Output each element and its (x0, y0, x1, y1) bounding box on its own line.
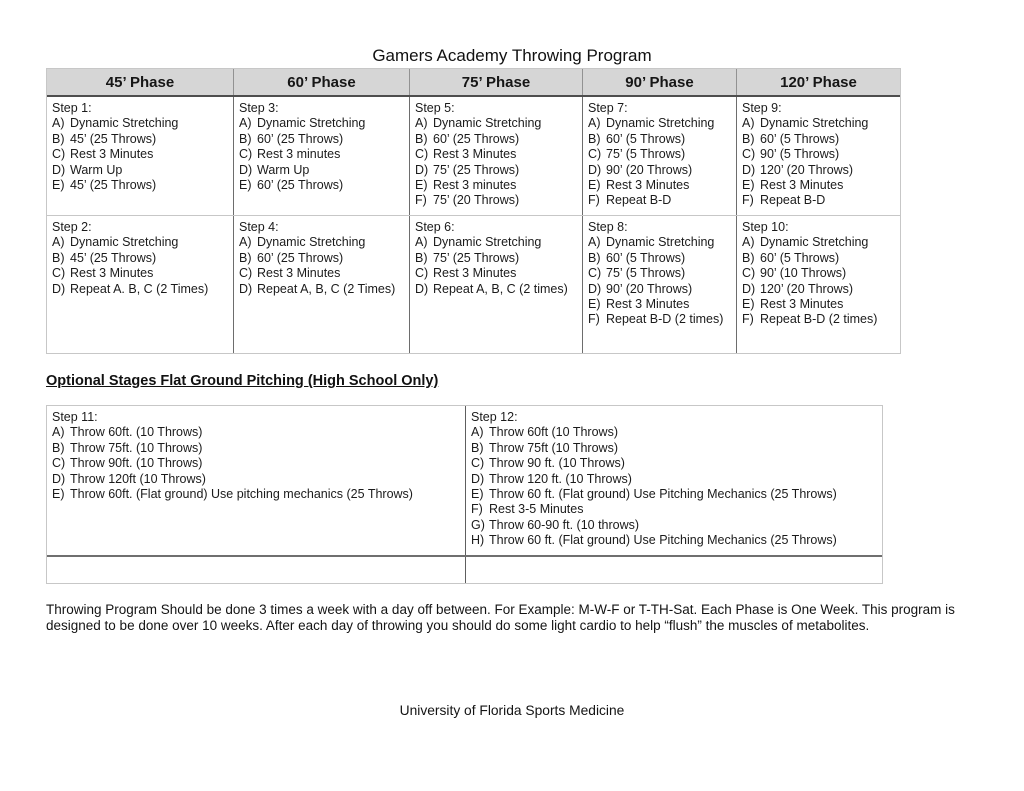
item-text: Repeat A, B, C (2 Times) (257, 281, 396, 296)
item-letter: C) (588, 147, 602, 162)
item-letter: B) (239, 250, 252, 265)
item-text: Rest 3 Minutes (760, 178, 844, 193)
item-text: Throw 75ft. (10 Throws) (70, 440, 203, 455)
step-label: Step 12: (471, 410, 518, 424)
step-item (588, 297, 733, 312)
step-item (742, 116, 897, 131)
step-item (52, 487, 459, 502)
item-letter: B) (239, 131, 252, 146)
item-letter: B) (415, 131, 428, 146)
item-letter: A) (239, 235, 252, 250)
step-item (239, 147, 406, 162)
item-text: Rest 3 Minutes (433, 147, 517, 162)
item-letter: C) (52, 266, 66, 281)
item-letter: B) (588, 131, 601, 146)
step-item (52, 472, 459, 487)
empty-cell-left (47, 557, 466, 583)
item-letter: F) (415, 193, 427, 208)
item-letter: D) (588, 281, 602, 296)
step-item (415, 132, 579, 147)
step-item (742, 312, 897, 327)
step-item (52, 116, 230, 131)
item-text: Rest 3 minutes (433, 178, 517, 193)
step-label: Step 10: (742, 220, 789, 234)
item-text: 45’ (25 Throws) (70, 131, 157, 146)
item-letter: A) (52, 235, 65, 250)
step-item (239, 235, 406, 250)
step-item (52, 147, 230, 162)
item-text: Rest 3 Minutes (606, 297, 690, 312)
item-letter: D) (239, 162, 253, 177)
step-item (742, 147, 897, 162)
item-text: Throw 120 ft. (10 Throws) (489, 471, 632, 486)
step-item (471, 502, 876, 517)
step-cell-10 (737, 216, 900, 353)
item-letter: B) (742, 131, 755, 146)
step-item (588, 282, 733, 297)
item-text: 90’ (20 Throws) (606, 281, 693, 296)
item-text: Rest 3-5 Minutes (489, 502, 584, 517)
item-letter: A) (588, 235, 601, 250)
step-item (415, 147, 579, 162)
item-text: Throw 60 ft. (Flat ground) Use Pitching Mechanics (25 Throws) (489, 487, 837, 502)
item-text: Rest 3 minutes (257, 147, 341, 162)
item-letter: A) (52, 116, 65, 131)
item-text: 120’ (20 Throws) (760, 162, 854, 177)
step-item (239, 251, 406, 266)
item-letter: E) (742, 178, 755, 193)
item-letter: F) (471, 502, 483, 517)
item-letter: D) (239, 281, 253, 296)
step-cell-5 (410, 97, 583, 215)
step-item (588, 163, 733, 178)
step-item (239, 282, 406, 297)
item-letter: D) (471, 471, 485, 486)
step-item (415, 282, 579, 297)
step-item (239, 266, 406, 281)
step-item (588, 147, 733, 162)
item-text: Repeat A, B, C (2 times) (433, 281, 568, 296)
step-label: Step 9: (742, 101, 782, 115)
item-text: Repeat B-D (2 times) (606, 312, 724, 327)
item-text: 60’ (25 Throws) (257, 178, 344, 193)
item-letter: C) (415, 147, 429, 162)
step-item (588, 132, 733, 147)
step-items (239, 235, 406, 297)
item-text: 60’ (5 Throws) (606, 250, 686, 265)
item-text: Dynamic Stretching (760, 235, 869, 250)
column-header-120: 120’ Phase (780, 74, 857, 91)
step-items (415, 116, 579, 208)
item-text: Dynamic Stretching (257, 235, 366, 250)
item-text: 45’ (25 Throws) (70, 250, 157, 265)
item-letter: A) (588, 116, 601, 131)
item-letter: D) (52, 471, 66, 486)
step-items (52, 116, 230, 193)
optional-table-empty-row (47, 557, 882, 583)
step-item (742, 163, 897, 178)
step-item (588, 235, 733, 250)
item-letter: B) (471, 440, 484, 455)
step-item (239, 178, 406, 193)
step-items (52, 425, 459, 502)
step-item (742, 193, 897, 208)
column-header-90: 90’ Phase (583, 69, 737, 95)
item-letter: F) (588, 193, 600, 208)
step-items (471, 425, 876, 548)
item-text: Repeat B-D (606, 193, 672, 208)
item-text: Repeat B-D (760, 193, 826, 208)
phase-table-row-2 (47, 216, 900, 353)
step-item (742, 235, 897, 250)
item-letter: D) (742, 162, 756, 177)
step-cell-3 (234, 97, 410, 215)
item-letter: C) (52, 147, 66, 162)
item-text: Rest 3 Minutes (70, 266, 154, 281)
step-item (471, 472, 876, 487)
item-letter: B) (415, 250, 428, 265)
item-letter: C) (471, 456, 485, 471)
step-item (415, 266, 579, 281)
item-letter: A) (52, 425, 65, 440)
item-letter: E) (471, 487, 484, 502)
column-header-75: 75’ Phase (410, 69, 583, 95)
step-item (52, 178, 230, 193)
item-text: Rest 3 Minutes (760, 297, 844, 312)
item-text: Dynamic Stretching (606, 235, 715, 250)
step-label: Step 8: (588, 220, 628, 234)
step-item (471, 441, 876, 456)
step-item (415, 235, 579, 250)
item-text: 60’ (5 Throws) (760, 131, 840, 146)
item-letter: F) (588, 312, 600, 327)
item-text: Dynamic Stretching (70, 116, 179, 131)
step-item (742, 178, 897, 193)
item-text: 60’ (25 Throws) (433, 131, 520, 146)
column-header-45: 45’ Phase (47, 69, 234, 95)
step-item (471, 456, 876, 471)
item-text: 60’ (25 Throws) (257, 131, 344, 146)
step-item (415, 163, 579, 178)
item-letter: C) (239, 266, 253, 281)
item-letter: D) (415, 162, 429, 177)
item-text: 60’ (25 Throws) (257, 250, 344, 265)
item-text: 75’ (25 Throws) (433, 162, 520, 177)
step-item (52, 235, 230, 250)
footer-text: University of Florida Sports Medicine (399, 702, 625, 718)
step-item (742, 282, 897, 297)
step-item (742, 266, 897, 281)
step-cell-2 (47, 216, 234, 353)
step-item (239, 163, 406, 178)
step-cell-7 (583, 97, 737, 215)
item-text: Rest 3 Minutes (257, 266, 341, 281)
phase-table (46, 68, 901, 354)
step-items (415, 235, 579, 297)
item-letter: E) (415, 178, 428, 193)
item-letter: D) (742, 281, 756, 296)
item-text: Throw 60ft. (Flat ground) Use pitching mechanics (25 Throws) (70, 487, 413, 502)
item-letter: G) (471, 517, 485, 532)
item-text: Dynamic Stretching (70, 235, 179, 250)
step-label: Step 2: (52, 220, 92, 234)
step-item (588, 312, 733, 327)
step-cell-11 (47, 406, 466, 555)
item-text: Dynamic Stretching (760, 116, 869, 131)
step-item (415, 116, 579, 131)
item-text: 75’ (5 Throws) (606, 266, 686, 281)
item-text: 120’ (20 Throws) (760, 281, 854, 296)
step-item (52, 163, 230, 178)
item-letter: H) (471, 533, 485, 548)
step-item (52, 251, 230, 266)
item-text: 90’ (5 Throws) (760, 147, 840, 162)
step-item (415, 251, 579, 266)
optional-section-heading: Optional Stages Flat Ground Pitching (High School Only) (46, 373, 439, 389)
step-items (588, 235, 733, 327)
item-text: Throw 60 ft. (Flat ground) Use Pitching Mechanics (25 Throws) (489, 533, 837, 548)
item-text: 60’ (5 Throws) (760, 250, 840, 265)
step-cell-6 (410, 216, 583, 353)
item-text: Throw 60ft (10 Throws) (489, 425, 618, 440)
step-item (52, 282, 230, 297)
step-label: Step 3: (239, 101, 279, 115)
program-notes: Throwing Program Should be done 3 times a week with a day off between. For Example: M-W-F or T-TH-Sat. Each Phase is One Week. This program is designed to be done over 10 weeks. After each day of throwing you should do some light cardio to help “flush” the muscles of metabolites. (46, 602, 955, 633)
step-label: Step 5: (415, 101, 455, 115)
step-items (588, 116, 733, 208)
item-text: 75’ (25 Throws) (433, 250, 520, 265)
item-letter: A) (415, 116, 428, 131)
step-cell-1 (47, 97, 234, 215)
step-cell-8 (583, 216, 737, 353)
item-text: 75’ (5 Throws) (606, 147, 686, 162)
step-item (52, 441, 459, 456)
item-text: 90’ (20 Throws) (606, 162, 693, 177)
item-letter: E) (588, 297, 601, 312)
item-text: Repeat B-D (2 times) (760, 312, 878, 327)
step-item (588, 193, 733, 208)
item-text: Rest 3 Minutes (606, 178, 690, 193)
item-text: 75’ (20 Throws) (433, 193, 520, 208)
item-letter: C) (588, 266, 602, 281)
item-letter: C) (742, 147, 756, 162)
step-items (52, 235, 230, 297)
item-text: 45’ (25 Throws) (70, 178, 157, 193)
step-items (239, 116, 406, 193)
item-letter: B) (52, 250, 65, 265)
step-item (239, 132, 406, 147)
step-item (588, 251, 733, 266)
step-item (415, 193, 579, 208)
item-text: Repeat A. B, C (2 Times) (70, 281, 209, 296)
item-letter: A) (471, 425, 484, 440)
item-letter: C) (415, 266, 429, 281)
step-item (52, 425, 459, 440)
item-letter: C) (52, 456, 66, 471)
item-text: Dynamic Stretching (606, 116, 715, 131)
step-item (588, 266, 733, 281)
item-letter: F) (742, 193, 754, 208)
item-letter: E) (52, 487, 65, 502)
item-letter: C) (742, 266, 756, 281)
step-item (52, 266, 230, 281)
item-letter: E) (742, 297, 755, 312)
step-label: Step 1: (52, 101, 92, 115)
item-letter: D) (52, 281, 66, 296)
item-text: Warm Up (70, 162, 123, 177)
item-letter: C) (239, 147, 253, 162)
step-item (471, 533, 876, 548)
item-text: Throw 90ft. (10 Throws) (70, 456, 203, 471)
empty-cell-right (466, 557, 882, 583)
item-letter: D) (415, 281, 429, 296)
item-letter: A) (415, 235, 428, 250)
item-letter: B) (52, 131, 65, 146)
item-text: Warm Up (257, 162, 310, 177)
step-items (742, 116, 897, 208)
step-item (588, 116, 733, 131)
step-item (52, 456, 459, 471)
step-item (588, 178, 733, 193)
step-label: Step 4: (239, 220, 279, 234)
item-letter: E) (52, 178, 65, 193)
item-letter: A) (742, 116, 755, 131)
item-letter: D) (588, 162, 602, 177)
item-text: Throw 75ft (10 Throws) (489, 440, 618, 455)
step-item (742, 132, 897, 147)
item-letter: B) (742, 250, 755, 265)
item-text: Throw 60-90 ft. (10 throws) (489, 517, 640, 532)
item-text: Rest 3 Minutes (433, 266, 517, 281)
item-text: Dynamic Stretching (433, 116, 542, 131)
step-item (52, 132, 230, 147)
item-letter: D) (52, 162, 66, 177)
item-text: Throw 60ft. (10 Throws) (70, 425, 203, 440)
step-item (415, 178, 579, 193)
step-item (239, 116, 406, 131)
step-item (742, 251, 897, 266)
step-cell-4 (234, 216, 410, 353)
column-header-60: 60’ Phase (234, 69, 410, 95)
item-text: Dynamic Stretching (433, 235, 542, 250)
step-label: Step 7: (588, 101, 628, 115)
item-text: Dynamic Stretching (257, 116, 366, 131)
step-items (742, 235, 897, 327)
item-letter: B) (588, 250, 601, 265)
step-item (471, 518, 876, 533)
item-letter: E) (239, 178, 252, 193)
step-item (742, 297, 897, 312)
item-text: Throw 90 ft. (10 Throws) (489, 456, 625, 471)
item-text: Rest 3 Minutes (70, 147, 154, 162)
step-cell-12 (466, 406, 882, 555)
step-cell-9 (737, 97, 900, 215)
item-letter: A) (742, 235, 755, 250)
step-item (471, 425, 876, 440)
page-title: Gamers Academy Throwing Program (372, 46, 652, 65)
step-item (471, 487, 876, 502)
item-text: Throw 120ft (10 Throws) (70, 471, 206, 486)
optional-table-content-row (47, 406, 882, 557)
optional-table (46, 405, 883, 584)
step-label: Step 6: (415, 220, 455, 234)
item-text: 90’ (10 Throws) (760, 266, 847, 281)
phase-table-row-1 (47, 97, 900, 216)
item-letter: B) (52, 440, 65, 455)
item-letter: F) (742, 312, 754, 327)
item-text: 60’ (5 Throws) (606, 131, 686, 146)
item-letter: A) (239, 116, 252, 131)
item-letter: E) (588, 178, 601, 193)
phase-table-header-row (47, 69, 900, 97)
step-label: Step 11: (52, 410, 98, 424)
